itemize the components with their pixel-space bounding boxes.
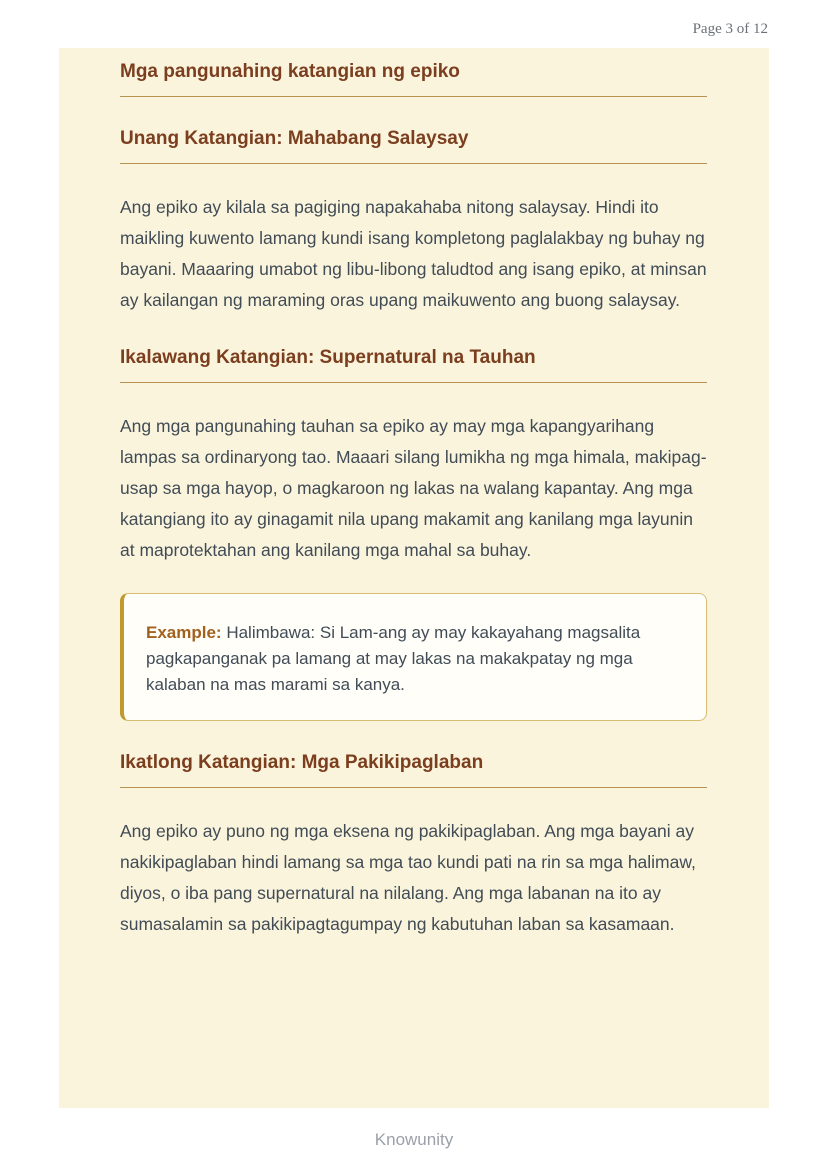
example-callout-box [120, 593, 707, 721]
brand-wordmark: Knowunity [374, 1130, 454, 1149]
section-heading-second-characteristic: Ikalawang Katangian: Supernatural na Tauhan [120, 346, 707, 383]
example-text: Halimbawa: Si Lam-ang ay may kakayahang magsalita pagkapanganak pa lamang at may lakas na makakpatay ng mga kalaban na mas marami sa kanya. [146, 623, 641, 694]
document-footer [0, 1130, 828, 1150]
section-paragraph-second-characteristic: Ang mga pangunahing tauhan sa epiko ay may mga kapangyarihang lampas sa ordinaryong tao. Maaari silang lumikha ng mga himala, makipag-usap sa mga hayop, o magkaroon ng lakas na walang kapantay. Ang mga katangiang ito ay ginagamit nila upang makamit ang kanilang mga layunin at maprotektahan ang kanilang mga mahal sa buhay. [120, 416, 707, 560]
document-sheet [59, 48, 769, 1108]
section-paragraph-first-characteristic: Ang epiko ay kilala sa pagiging napakahaba nitong salaysay. Hindi ito maikling kuwento lamang kundi isang kompletong paglalakbay ng buhay ng bayani. Maaaring umabot ng libu-libong taludtod ang isang epiko, at minsan ay kailangan ng maraming oras upang maikuwento ang buong salaysay. [120, 197, 707, 310]
page-number-indicator: Page 3 of 12 [692, 21, 768, 37]
section-heading-third-characteristic: Ikatlong Katangian: Mga Pakikipaglaban [120, 751, 707, 788]
section-paragraph-third-characteristic: Ang epiko ay puno ng mga eksena ng pakikipaglaban. Ang mga bayani ay nakikipaglaban hindi lamang sa mga tao kundi pati na rin sa mga halimaw, diyos, o iba pang supernatural na nilalang. Ang mga labanan na ito ay sumasalamin sa pakikipagtagumpay ng kabutuhan laban sa kasamaan. [120, 821, 696, 934]
page-header [0, 0, 828, 48]
section-heading-first-characteristic: Unang Katangian: Mahabang Salaysay [120, 127, 707, 164]
document-title-heading: Mga pangunahing katangian ng epiko [120, 60, 707, 97]
example-label: Example: [146, 623, 222, 642]
